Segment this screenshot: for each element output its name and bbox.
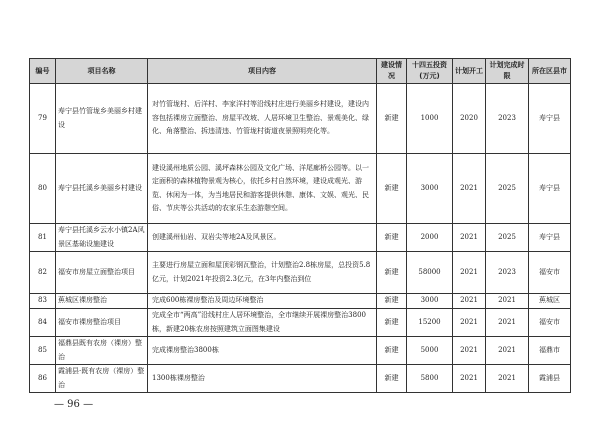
cell-county: 福安市 — [529, 252, 571, 294]
cell-investment: 5000 — [407, 337, 453, 365]
cell-content: 完成600栋裸房整治及周边环境整治 — [148, 294, 377, 309]
cell-no: 86 — [30, 365, 56, 393]
cell-content: 主要进行房屋立面和屋顶彩钢瓦整治，计划整治2.8栋房屋，总投资5.8亿元，计划2021年投资2.3亿元，在3年内整治到位 — [148, 252, 377, 294]
cell-name: 福鼎县既有农房（裸房）整治 — [56, 337, 148, 365]
table-header-row — [30, 59, 571, 84]
cell-start: 2021 — [453, 337, 486, 365]
cell-content: 建设溪州地质公园、溪坪森林公园及文化广场、洋尾廊桥公园等。以一定面积的森林植物景观为核心，依托乡村自然环境，建设成观光、游览、休闲为一体，为当地居民和游客提供休憩、康体、文娱、观光、民俗、节庆等公共活动的农家乐生态游憩空间。 — [148, 154, 377, 224]
cell-name: 寿宁县托溪乡云水小镇2A风景区基础设施建设 — [56, 224, 148, 252]
cell-investment: 58000 — [407, 252, 453, 294]
cell-status: 新建 — [377, 224, 407, 252]
header-investment: 十四五投资(万元) — [407, 59, 453, 84]
table-row — [30, 84, 571, 154]
cell-county: 福鼎市 — [529, 337, 571, 365]
cell-status: 新建 — [377, 154, 407, 224]
cell-start: 2021 — [453, 224, 486, 252]
table-row — [30, 365, 571, 393]
header-no: 编号 — [30, 59, 56, 84]
cell-start: 2021 — [453, 365, 486, 393]
cell-name: 福安市房屋立面整治项目 — [56, 252, 148, 294]
cell-county: 寿宁县 — [529, 154, 571, 224]
table-row — [30, 154, 571, 224]
cell-no: 83 — [30, 294, 56, 309]
page-number: — 96 — — [54, 399, 94, 410]
cell-investment: 3000 — [407, 154, 453, 224]
cell-finish: 2023 — [486, 252, 529, 294]
cell-start: 2020 — [453, 84, 486, 154]
cell-no: 79 — [30, 84, 56, 154]
cell-start: 2021 — [453, 154, 486, 224]
cell-finish: 2021 — [486, 294, 529, 309]
cell-status: 新建 — [377, 84, 407, 154]
cell-start: 2021 — [453, 309, 486, 337]
cell-start: 2021 — [453, 294, 486, 309]
header-name: 项目名称 — [56, 59, 148, 84]
cell-name: 寿宁县竹管垅乡美丽乡村建设 — [56, 84, 148, 154]
cell-content: 完成裸房整治3800栋 — [148, 337, 377, 365]
header-start: 计划开工 — [453, 59, 486, 84]
cell-no: 82 — [30, 252, 56, 294]
header-content: 项目内容 — [148, 59, 377, 84]
cell-status: 新建 — [377, 252, 407, 294]
cell-content: 对竹管垅村、后洋村、李家洋村等沿线村庄进行美丽乡村建设，建设内容包括裸房立面整治、房屋平改坡、人居环境卫生整治、景观美化、绿化、角落整治、拆违清违、竹管垅村街道夜景照明亮化等。 — [148, 84, 377, 154]
project-table — [29, 58, 571, 393]
table-row — [30, 294, 571, 309]
table-row — [30, 309, 571, 337]
cell-investment: 3000 — [407, 294, 453, 309]
cell-start: 2021 — [453, 252, 486, 294]
cell-investment: 5800 — [407, 365, 453, 393]
cell-finish: 2021 — [486, 365, 529, 393]
cell-county: 霞浦县 — [529, 365, 571, 393]
cell-content: 1300栋裸房整治 — [148, 365, 377, 393]
cell-finish: 2023 — [486, 84, 529, 154]
cell-status: 新建 — [377, 294, 407, 309]
cell-name: 霞浦县·既有农房（裸房）整治 — [56, 365, 148, 393]
cell-content: 创建溪州仙岩、双岩尖等地2A及风景区。 — [148, 224, 377, 252]
cell-name: 蕉城区裸房整治 — [56, 294, 148, 309]
header-status: 建设情况 — [377, 59, 407, 84]
cell-county: 寿宁县 — [529, 224, 571, 252]
cell-name: 寿宁县托溪乡美丽乡村建设 — [56, 154, 148, 224]
cell-investment: 15200 — [407, 309, 453, 337]
cell-status: 新建 — [377, 365, 407, 393]
cell-name: 福安市裸房整治项目 — [56, 309, 148, 337]
cell-status: 新建 — [377, 337, 407, 365]
cell-finish: 2025 — [486, 154, 529, 224]
cell-content: 完成全市“两高”沿线村庄人居环境整治，全市继续开展裸房整治3800栋，新建20栋农房按照建筑立面图集建设 — [148, 309, 377, 337]
cell-no: 80 — [30, 154, 56, 224]
cell-no: 81 — [30, 224, 56, 252]
header-finish: 计划完成时限 — [486, 59, 529, 84]
cell-finish: 2021 — [486, 309, 529, 337]
table-row — [30, 252, 571, 294]
cell-investment: 2000 — [407, 224, 453, 252]
cell-investment: 1000 — [407, 84, 453, 154]
cell-finish: 2021 — [486, 337, 529, 365]
cell-county: 蕉城区 — [529, 294, 571, 309]
cell-county: 福安市 — [529, 309, 571, 337]
header-county: 所在区县市 — [529, 59, 571, 84]
table-row — [30, 224, 571, 252]
cell-county: 寿宁县 — [529, 84, 571, 154]
cell-no: 84 — [30, 309, 56, 337]
cell-finish: 2025 — [486, 224, 529, 252]
table-row — [30, 337, 571, 365]
cell-status: 新建 — [377, 309, 407, 337]
cell-no: 85 — [30, 337, 56, 365]
